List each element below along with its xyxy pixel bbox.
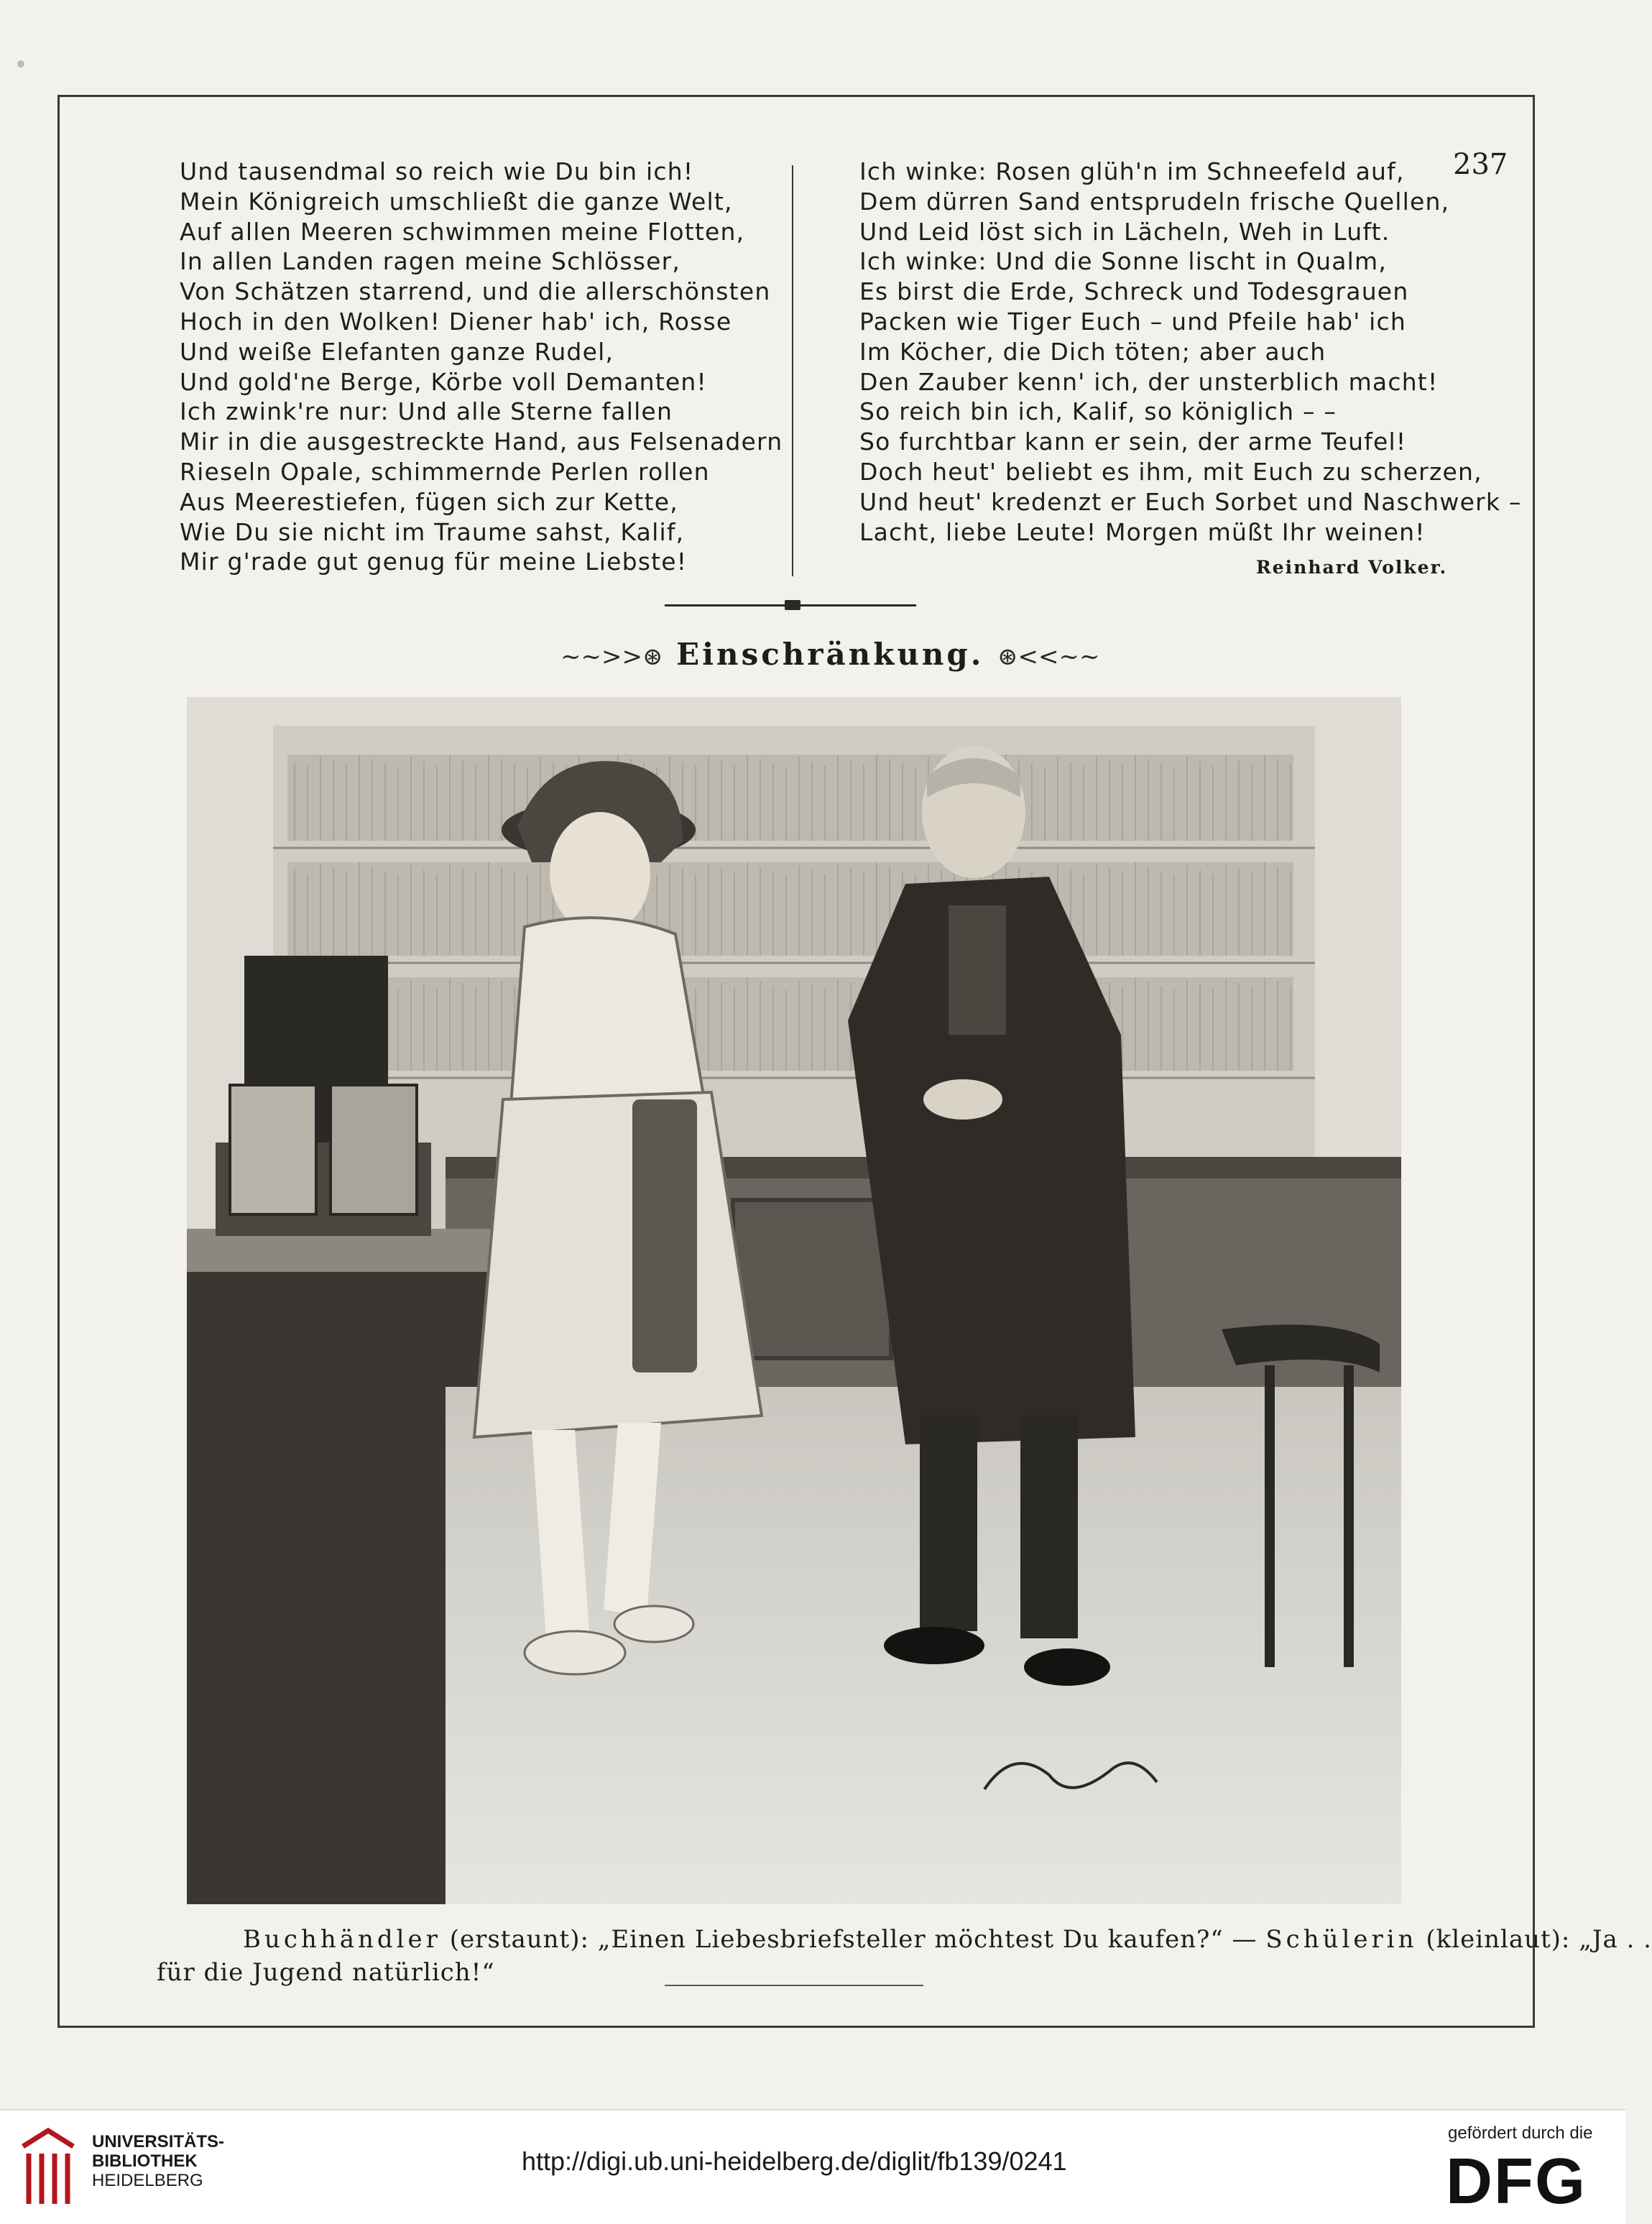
bookshop-illustration [187, 697, 1401, 1904]
poem-line: Von Schätzen starrend, und die allerschönsten [180, 277, 771, 306]
poem-line: Hoch in den Wolken! Diener hab' ich, Rosse [180, 307, 732, 336]
section-heading [560, 637, 1100, 672]
poem-line: Doch heut' beliebt es ihm, mit Euch zu scherzen, [859, 457, 1482, 486]
poem-line: Mir in die ausgestreckte Hand, aus Felsenadern [180, 428, 783, 456]
poem-line: So reich bin ich, Kalif, so königlich – – [859, 397, 1337, 426]
library-name-line-3: HEIDELBERG [92, 2171, 203, 2190]
poem-line: So furchtbar kann er sein, der arme Teufel! [859, 428, 1407, 456]
flourish-right-icon: ⊛<<~~ [997, 642, 1100, 671]
poem-line: Ich winke: Rosen glüh'n im Schneefeld auf, [859, 157, 1405, 185]
permalink-url[interactable]: http://digi.ub.uni-heidelberg.de/diglit/fb139/0241 [522, 2146, 1067, 2176]
binding-mark [17, 60, 24, 68]
caption-speaker-1: Buchhändler [243, 1925, 441, 1954]
poem-right-column [859, 157, 1522, 547]
poem-line: In allen Landen ragen meine Schlösser, [180, 247, 681, 276]
viewer-footer [0, 2109, 1625, 2224]
poem-line: Den Zauber kenn' ich, der unsterblich macht! [859, 367, 1439, 396]
dfg-logo[interactable]: DFG [1446, 2146, 1587, 2218]
caption-dash: — [1232, 1925, 1258, 1954]
poem-line: Ich winke: Und die Sonne lischt in Qualm, [859, 247, 1388, 276]
caption-line-1 [157, 1923, 1652, 1956]
poem-author: Reinhard Volker. [1256, 557, 1448, 578]
poem-line: Im Köcher, die Dich töten; aber auch [859, 337, 1326, 366]
illustration-caption [157, 1923, 1652, 1989]
ub-heidelberg-logo[interactable] [16, 2125, 80, 2210]
poem-line: Und weiße Elefanten ganze Rudel, [180, 337, 614, 366]
caption-line-2: für die Jugend natürlich!“ [157, 1958, 495, 1987]
library-name [92, 2132, 224, 2190]
caption-quote-1: „Einen Liebesbriefsteller möchtest Du kaufen?“ [597, 1925, 1224, 1954]
poem-line: Ich zwink're nur: Und alle Sterne fallen [180, 397, 673, 426]
poem-line: Mein Königreich umschließt die ganze Welt, [180, 187, 733, 216]
poem-line: Und tausendmal so reich wie Du bin ich! [180, 157, 694, 185]
section-title: Einschränkung. [676, 637, 984, 672]
poem-line: Und Leid löst sich in Lächeln, Weh in Luft. [859, 217, 1390, 246]
funding-note: gefördert durch die [1448, 2123, 1593, 2143]
column-divider [792, 165, 793, 576]
caption-speaker-2: Schülerin [1265, 1925, 1418, 1954]
caption-quote-2-start: „Ja . . [1579, 1925, 1652, 1954]
caption-stage-1: (erstaunt): [449, 1925, 589, 1954]
ornament-diamond [785, 600, 800, 610]
poem-line: Und heut' kredenzt er Euch Sorbet und Naschwerk – [859, 487, 1522, 516]
poem-line: Mir g'rade gut genug für meine Liebste! [180, 548, 688, 576]
library-name-line-2: BIBLIOTHEK [92, 2151, 198, 2171]
poem-line: Rieseln Opale, schimmernde Perlen rollen [180, 457, 710, 486]
poem-line: Aus Meerestiefen, fügen sich zur Kette, [180, 487, 678, 516]
poem-line: Dem dürren Sand entsprudeln frische Quellen, [859, 187, 1450, 216]
poem-line: Lacht, liebe Leute! Morgen müßt Ihr weinen! [859, 517, 1426, 546]
caption-rule [665, 1985, 923, 1986]
poem-line: Packen wie Tiger Euch – und Pfeile hab' ich [859, 307, 1406, 336]
illustration-drawing [187, 697, 1401, 1904]
poem-line: Es birst die Erde, Schreck und Todesgrauen [859, 277, 1409, 306]
caption-stage-2: (kleinlaut): [1426, 1925, 1571, 1954]
poem-left-column [180, 157, 783, 577]
poem-line: Auf allen Meeren schwimmen meine Flotten, [180, 217, 745, 246]
page-number: 237 [1453, 148, 1508, 181]
poem-line: Wie Du sie nicht im Traume sahst, Kalif, [180, 517, 685, 546]
flourish-left-icon: ~~>>⊛ [560, 642, 663, 671]
library-name-line-1: UNIVERSITÄTS- [92, 2132, 225, 2151]
poem-line: Und gold'ne Berge, Körbe voll Demanten! [180, 367, 707, 396]
